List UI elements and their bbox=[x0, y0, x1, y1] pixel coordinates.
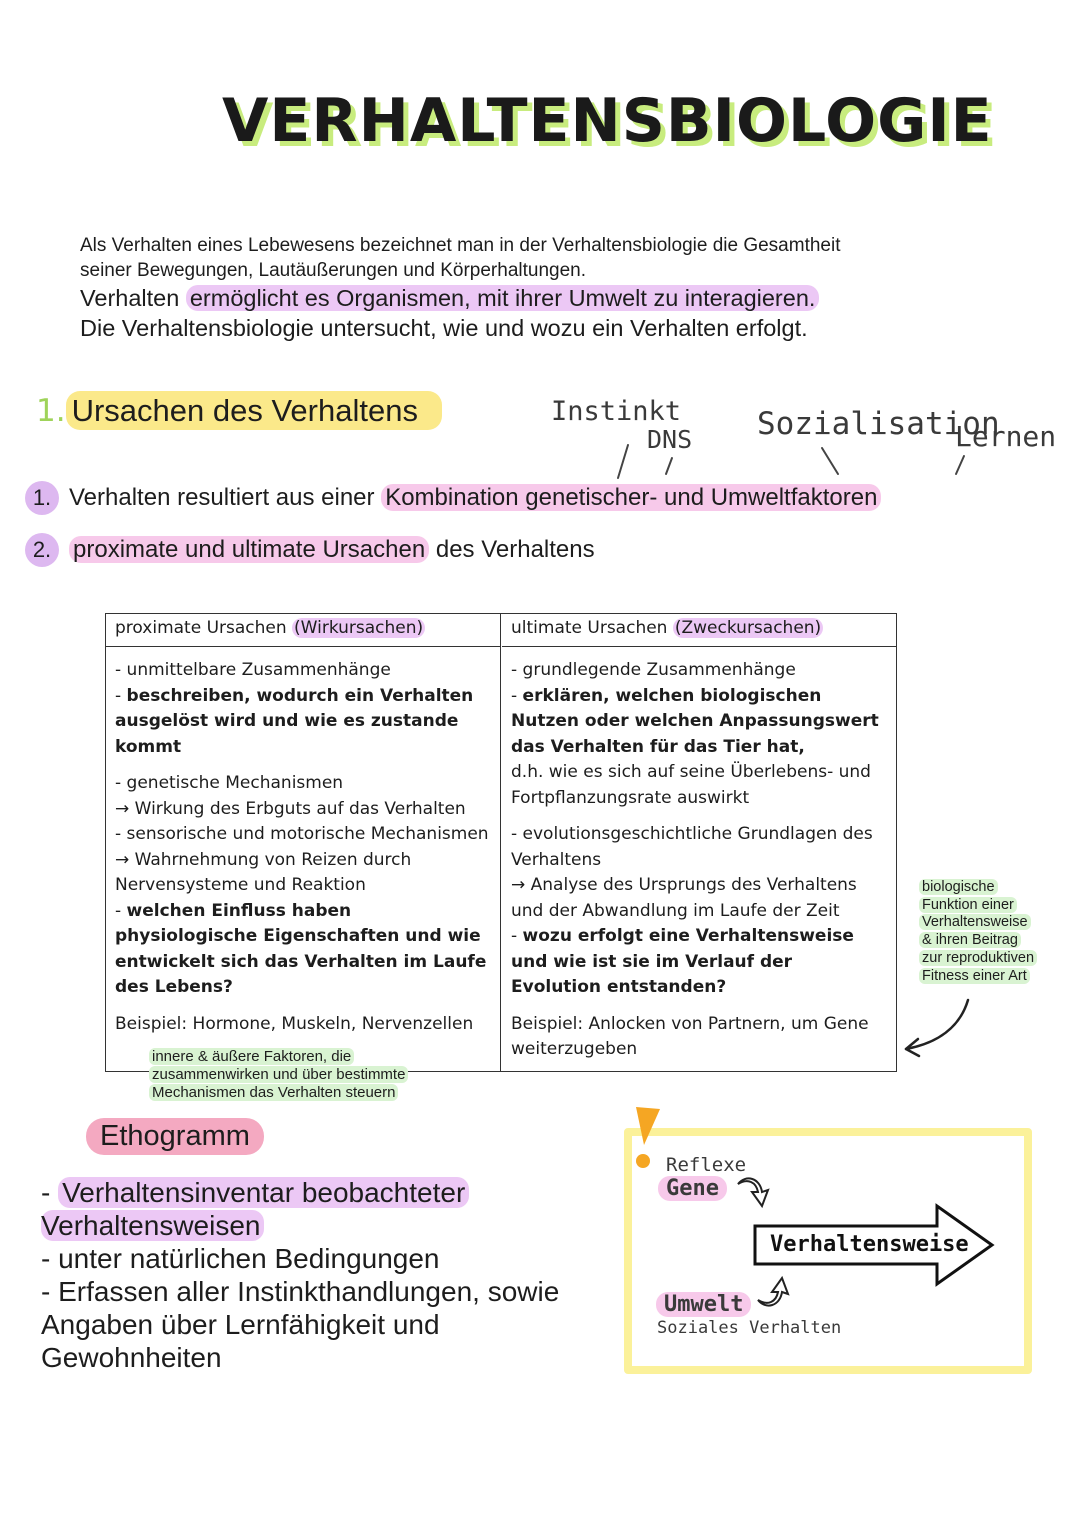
example-text: Beispiel: Anlocken von Partnern, um Gene weiterzugeben bbox=[511, 1013, 869, 1059]
intro-text bbox=[80, 233, 980, 343]
causes-table bbox=[105, 613, 897, 1101]
hand-strokes bbox=[600, 440, 980, 485]
cell-text: → Wahrnehmung von Reizen durch Nervensysteme und Reaktion bbox=[115, 849, 412, 895]
ethogramm-item-2: - unter natürlichen Bedingungen bbox=[41, 1243, 440, 1274]
point-1 bbox=[25, 481, 881, 515]
cell-text: - unmittelbare Zusammenhänge bbox=[115, 660, 391, 680]
cell-text: - sensorische und motorische Mechanismen bbox=[115, 824, 489, 844]
cell-text: d.h. wie es sich auf seine Überlebens- und Fortpflanzungsrate auswirkt bbox=[511, 762, 871, 808]
intro-line-4: Die Verhaltensbiologie untersucht, wie und wozu ein Verhalten erfolgt. bbox=[80, 315, 808, 341]
dash: - bbox=[511, 926, 523, 946]
intro-line-3 bbox=[80, 283, 980, 313]
section-number: 1. bbox=[36, 393, 66, 429]
cell-text bbox=[511, 684, 887, 761]
ethogramm-item-3: - Erfassen aller Instinkthandlungen, sowie Angaben über Lernfähigkeit und Gewohnheiten bbox=[41, 1276, 560, 1373]
point-2-text: des Verhaltens bbox=[435, 536, 595, 563]
cell-text: - evolutionsgeschichtliche Grundlagen des Verhaltens bbox=[511, 824, 873, 870]
side-note-line: zur reproduktiven bbox=[919, 950, 1037, 966]
cell-text bbox=[115, 899, 491, 1001]
hand-word-instinkt: Instinkt bbox=[551, 396, 682, 427]
intro-line-2: seiner Bewegungen, Lautäußerungen und Körperhaltungen. bbox=[80, 260, 586, 281]
point-2-number: 2. bbox=[25, 533, 59, 567]
note-line: zusammenwirken und über bestimmte bbox=[149, 1066, 408, 1083]
example-text: Beispiel: Hormone, Muskeln, Nervenzellen bbox=[115, 1013, 474, 1034]
point-2-highlight: proximate und ultimate Ursachen bbox=[69, 536, 429, 563]
hand-word-dns: DNS bbox=[647, 425, 693, 454]
diagram-soziales: Soziales Verhalten bbox=[657, 1318, 842, 1338]
arrow-up-right-icon bbox=[754, 1270, 794, 1310]
side-note-line: Verhaltensweise bbox=[919, 914, 1031, 930]
intro-highlight: ermöglicht es Organismen, mit ihrer Umwelt zu interagieren. bbox=[186, 285, 820, 311]
ethogramm-item-1 bbox=[41, 1176, 601, 1209]
section-heading bbox=[36, 393, 442, 429]
dash: - bbox=[511, 685, 523, 706]
hand-word-lernen: Lernen bbox=[955, 420, 1057, 453]
cell-bold-text: beschreiben, wodurch ein Verhalten ausgelöst wird und wie es zustande kommt bbox=[115, 685, 474, 757]
page-title: VERHALTENSBIOLOGIE bbox=[222, 86, 993, 156]
ethogramm-highlight: Verhaltensinventar beobachteter bbox=[58, 1177, 469, 1208]
dash: - bbox=[115, 900, 127, 921]
hand-word-sozialisation: Sozialisation bbox=[757, 406, 1000, 442]
ethogramm-list bbox=[41, 1176, 601, 1374]
section-title: Ursachen des Verhaltens bbox=[66, 391, 442, 430]
ultimate-header-label: ultimate Ursachen bbox=[511, 618, 668, 638]
cell-text: - grundlegende Zusammenhänge bbox=[511, 660, 796, 680]
dash: - bbox=[115, 685, 127, 706]
ultimate-header-paren: (Zweckursachen) bbox=[674, 618, 822, 638]
side-note bbox=[919, 879, 1049, 985]
intro-line-1: Als Verhalten eines Lebewesens bezeichnet man in der Verhaltensbiologie die Gesamtheit bbox=[80, 235, 841, 256]
proximate-column bbox=[106, 614, 501, 1101]
diagram-reflexe: Reflexe bbox=[666, 1154, 747, 1176]
cell-text bbox=[511, 924, 887, 1001]
ultimate-column bbox=[502, 614, 896, 1071]
point-2 bbox=[25, 533, 595, 567]
cell-bold-text: wozu erfolgt eine Verhaltensweise und wie ist sie im Verlauf der Evolution entstanden? bbox=[511, 926, 854, 997]
note-line: Mechanismen das Verhalten steuern bbox=[149, 1084, 398, 1101]
side-note-line: Funktion einer bbox=[919, 897, 1017, 913]
cell-text: → Analyse des Ursprungs des Verhaltens und der Abwandlung im Laufe der Zeit bbox=[511, 875, 857, 921]
point-1-text: Verhalten resultiert aus einer bbox=[69, 484, 375, 511]
proximate-header-label: proximate Ursachen bbox=[115, 618, 287, 638]
side-note-line: biologische bbox=[919, 879, 998, 895]
proximate-header bbox=[106, 614, 500, 647]
proximate-note bbox=[149, 1048, 491, 1102]
diagram-umwelt: Umwelt bbox=[656, 1292, 751, 1317]
proximate-header-paren: (Wirkursachen) bbox=[294, 618, 424, 638]
cell-bold-text: welchen Einfluss haben physiologische Eigenschaften und wie entwickelt sich das Verhalten im Laufe des Lebens? bbox=[115, 900, 487, 997]
intro-line-3-plain: Verhalten bbox=[80, 285, 180, 311]
curved-arrow-icon bbox=[898, 995, 978, 1060]
ethogramm-highlight: Verhaltensweisen bbox=[41, 1210, 264, 1241]
dash: - bbox=[41, 1177, 59, 1208]
ethogramm-item-1b bbox=[41, 1209, 601, 1242]
cell-bold-text: erklären, welchen biologischen Nutzen oder welchen Anpassungswert das Verhalten für das Tier hat, bbox=[511, 685, 879, 757]
ethogramm-heading: Ethogramm bbox=[86, 1118, 264, 1155]
side-note-line: & ihren Beitrag bbox=[919, 932, 1021, 948]
cell-text: → Wirkung des Erbguts auf das Verhalten bbox=[115, 798, 466, 819]
ultimate-header bbox=[502, 614, 896, 647]
note-line: innere & äußere Faktoren, die bbox=[149, 1048, 354, 1065]
ultimate-body bbox=[502, 647, 896, 1074]
point-1-number: 1. bbox=[25, 481, 59, 515]
proximate-body bbox=[106, 647, 500, 1113]
cell-text: - genetische Mechanismen bbox=[115, 773, 344, 793]
point-1-highlight: Kombination genetischer- und Umweltfaktoren bbox=[381, 484, 881, 511]
cell-text bbox=[115, 684, 491, 761]
diagram-verhaltensweise: Verhaltensweise bbox=[770, 1232, 969, 1257]
alert-icon bbox=[630, 1103, 670, 1173]
diagram-gene: Gene bbox=[658, 1176, 727, 1201]
side-note-line: Fitness einer Art bbox=[919, 968, 1030, 984]
